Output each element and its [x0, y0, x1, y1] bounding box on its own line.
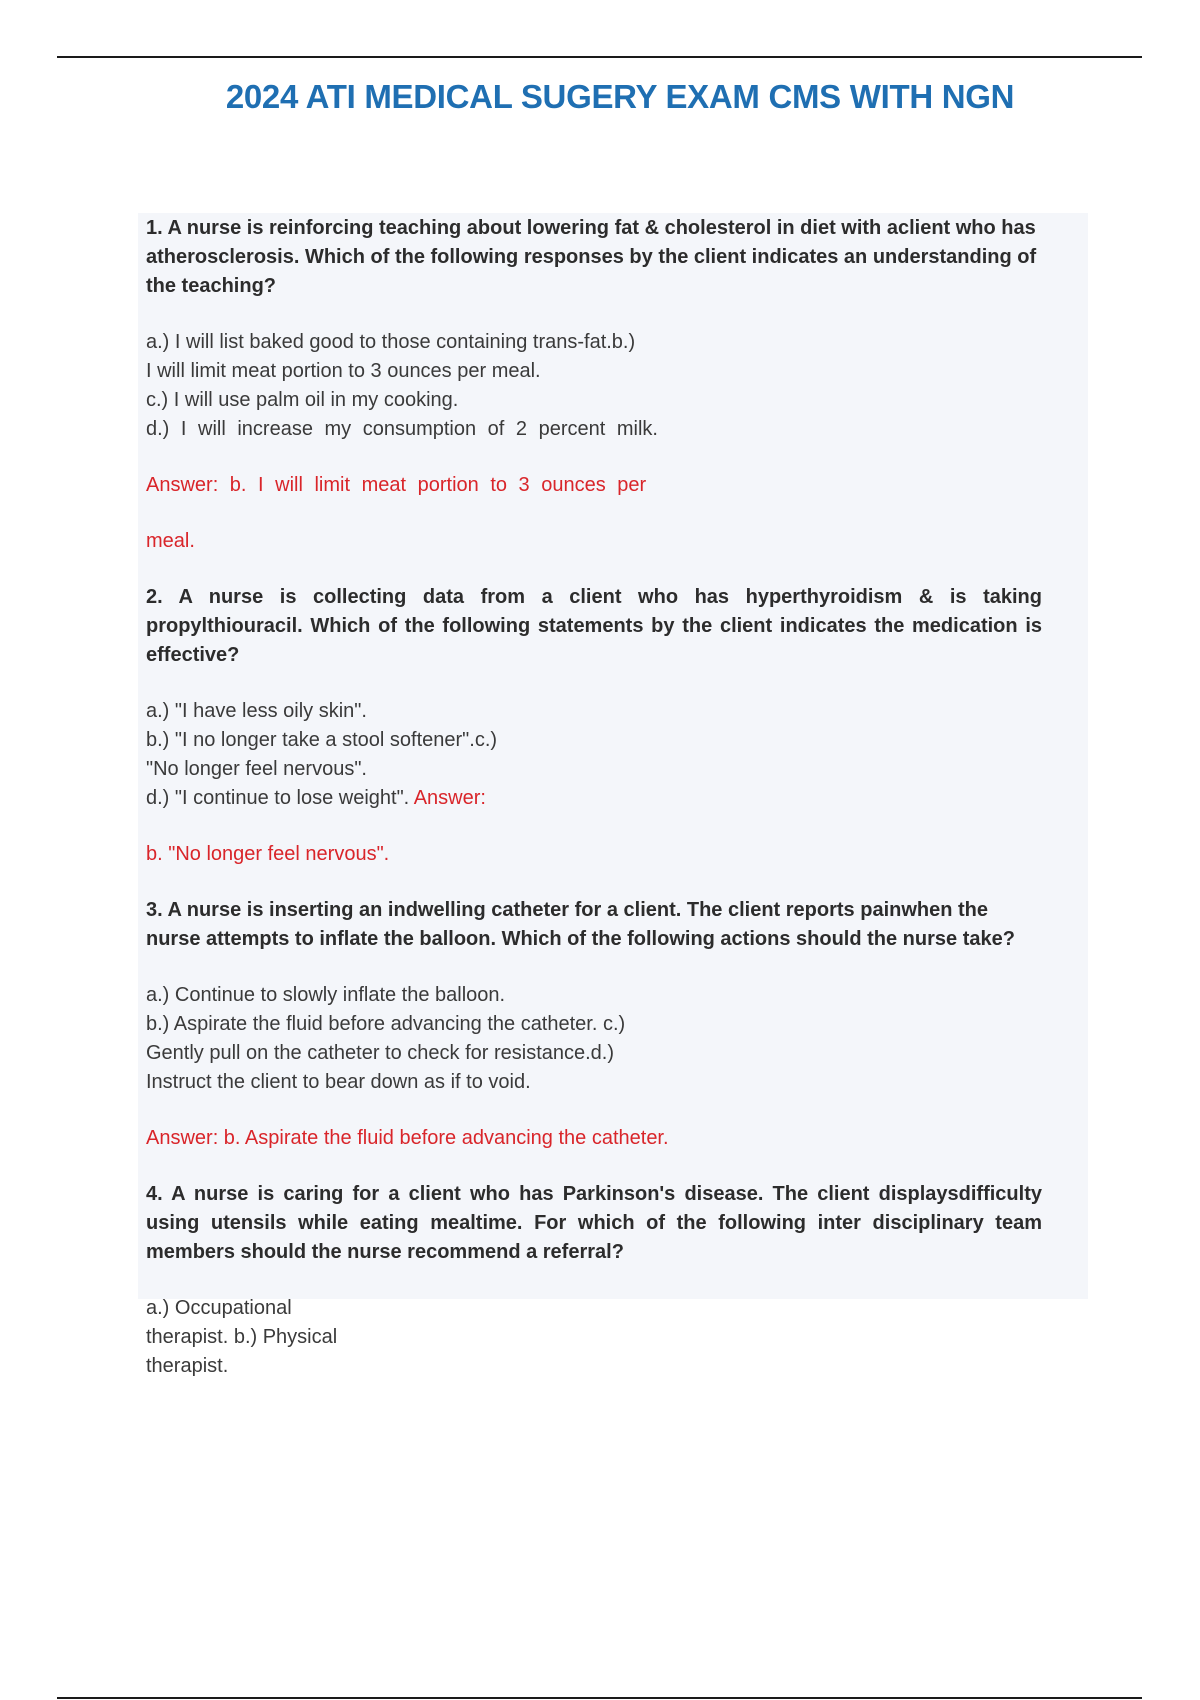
option: Gently pull on the catheter to check for resistance.d.)	[146, 1042, 615, 1064]
answer-3: Answer: b. Aspirate the fluid before advancing the catheter.	[146, 1127, 669, 1149]
question-2: 2. A nurse is collecting data from a client who has hyperthyroidism & is taking propylthiouracil. Which of the following statements by the client indicates the medication is effective?	[146, 586, 1042, 666]
answer-2: b. "No longer feel nervous".	[146, 843, 390, 865]
document-title: 2024 ATI MEDICAL SUGERY EXAM CMS WITH NGN	[225, 78, 1015, 115]
question-1: 1. A nurse is reinforcing teaching about lowering fat & cholesterol in diet with aclient who has atherosclerosis. Which of the following responses by the client indicates an understanding of the teaching?	[146, 217, 1037, 297]
question-4: 4. A nurse is caring for a client who has Parkinson's disease. The client displaysdifficulty using utensils while eating mealtime. For which of the following inter disciplinary team members should the nurse recommend a referral?	[146, 1183, 1042, 1263]
option: a.) "I have less oily skin".	[146, 700, 367, 722]
option: therapist.	[146, 1355, 229, 1377]
option: d.) I will increase my consumption of 2 percent milk.	[146, 418, 658, 440]
answer-1-continued: meal.	[146, 530, 195, 552]
option: b.) Aspirate the fluid before advancing the catheter. c.)	[146, 1013, 626, 1035]
option: c.) I will use palm oil in my cooking.	[146, 389, 459, 411]
question-4-options	[146, 1294, 1042, 1381]
answer-1: Answer: b. I will limit meat portion to 3 ounces per	[146, 474, 647, 496]
option: a.) Occupational	[146, 1297, 292, 1319]
document-body	[146, 214, 1042, 1408]
option: "No longer feel nervous".	[146, 758, 367, 780]
option: a.) I will list baked good to those containing trans-fat.b.)	[146, 331, 636, 353]
question-3: 3. A nurse is inserting an indwelling catheter for a client. The client reports painwhen the nurse attempts to inflate the balloon. Which of the following actions should the nurse take?	[146, 899, 1015, 950]
option: b.) "I no longer take a stool softener".c.)	[146, 729, 498, 751]
bottom-rule	[57, 1697, 1142, 1699]
top-rule	[57, 56, 1142, 58]
answer-2-label: Answer:	[413, 787, 486, 809]
question-1-options	[146, 328, 1042, 444]
question-3-options	[146, 981, 1042, 1097]
option: Instruct the client to bear down as if to void.	[146, 1071, 531, 1093]
option	[146, 784, 1042, 813]
option: a.) Continue to slowly inflate the balloon.	[146, 984, 506, 1006]
option: I will limit meat portion to 3 ounces per meal.	[146, 360, 541, 382]
option: therapist. b.) Physical	[146, 1326, 338, 1348]
question-2-options	[146, 697, 1042, 813]
option-text: d.) "I continue to lose weight".	[146, 787, 410, 809]
